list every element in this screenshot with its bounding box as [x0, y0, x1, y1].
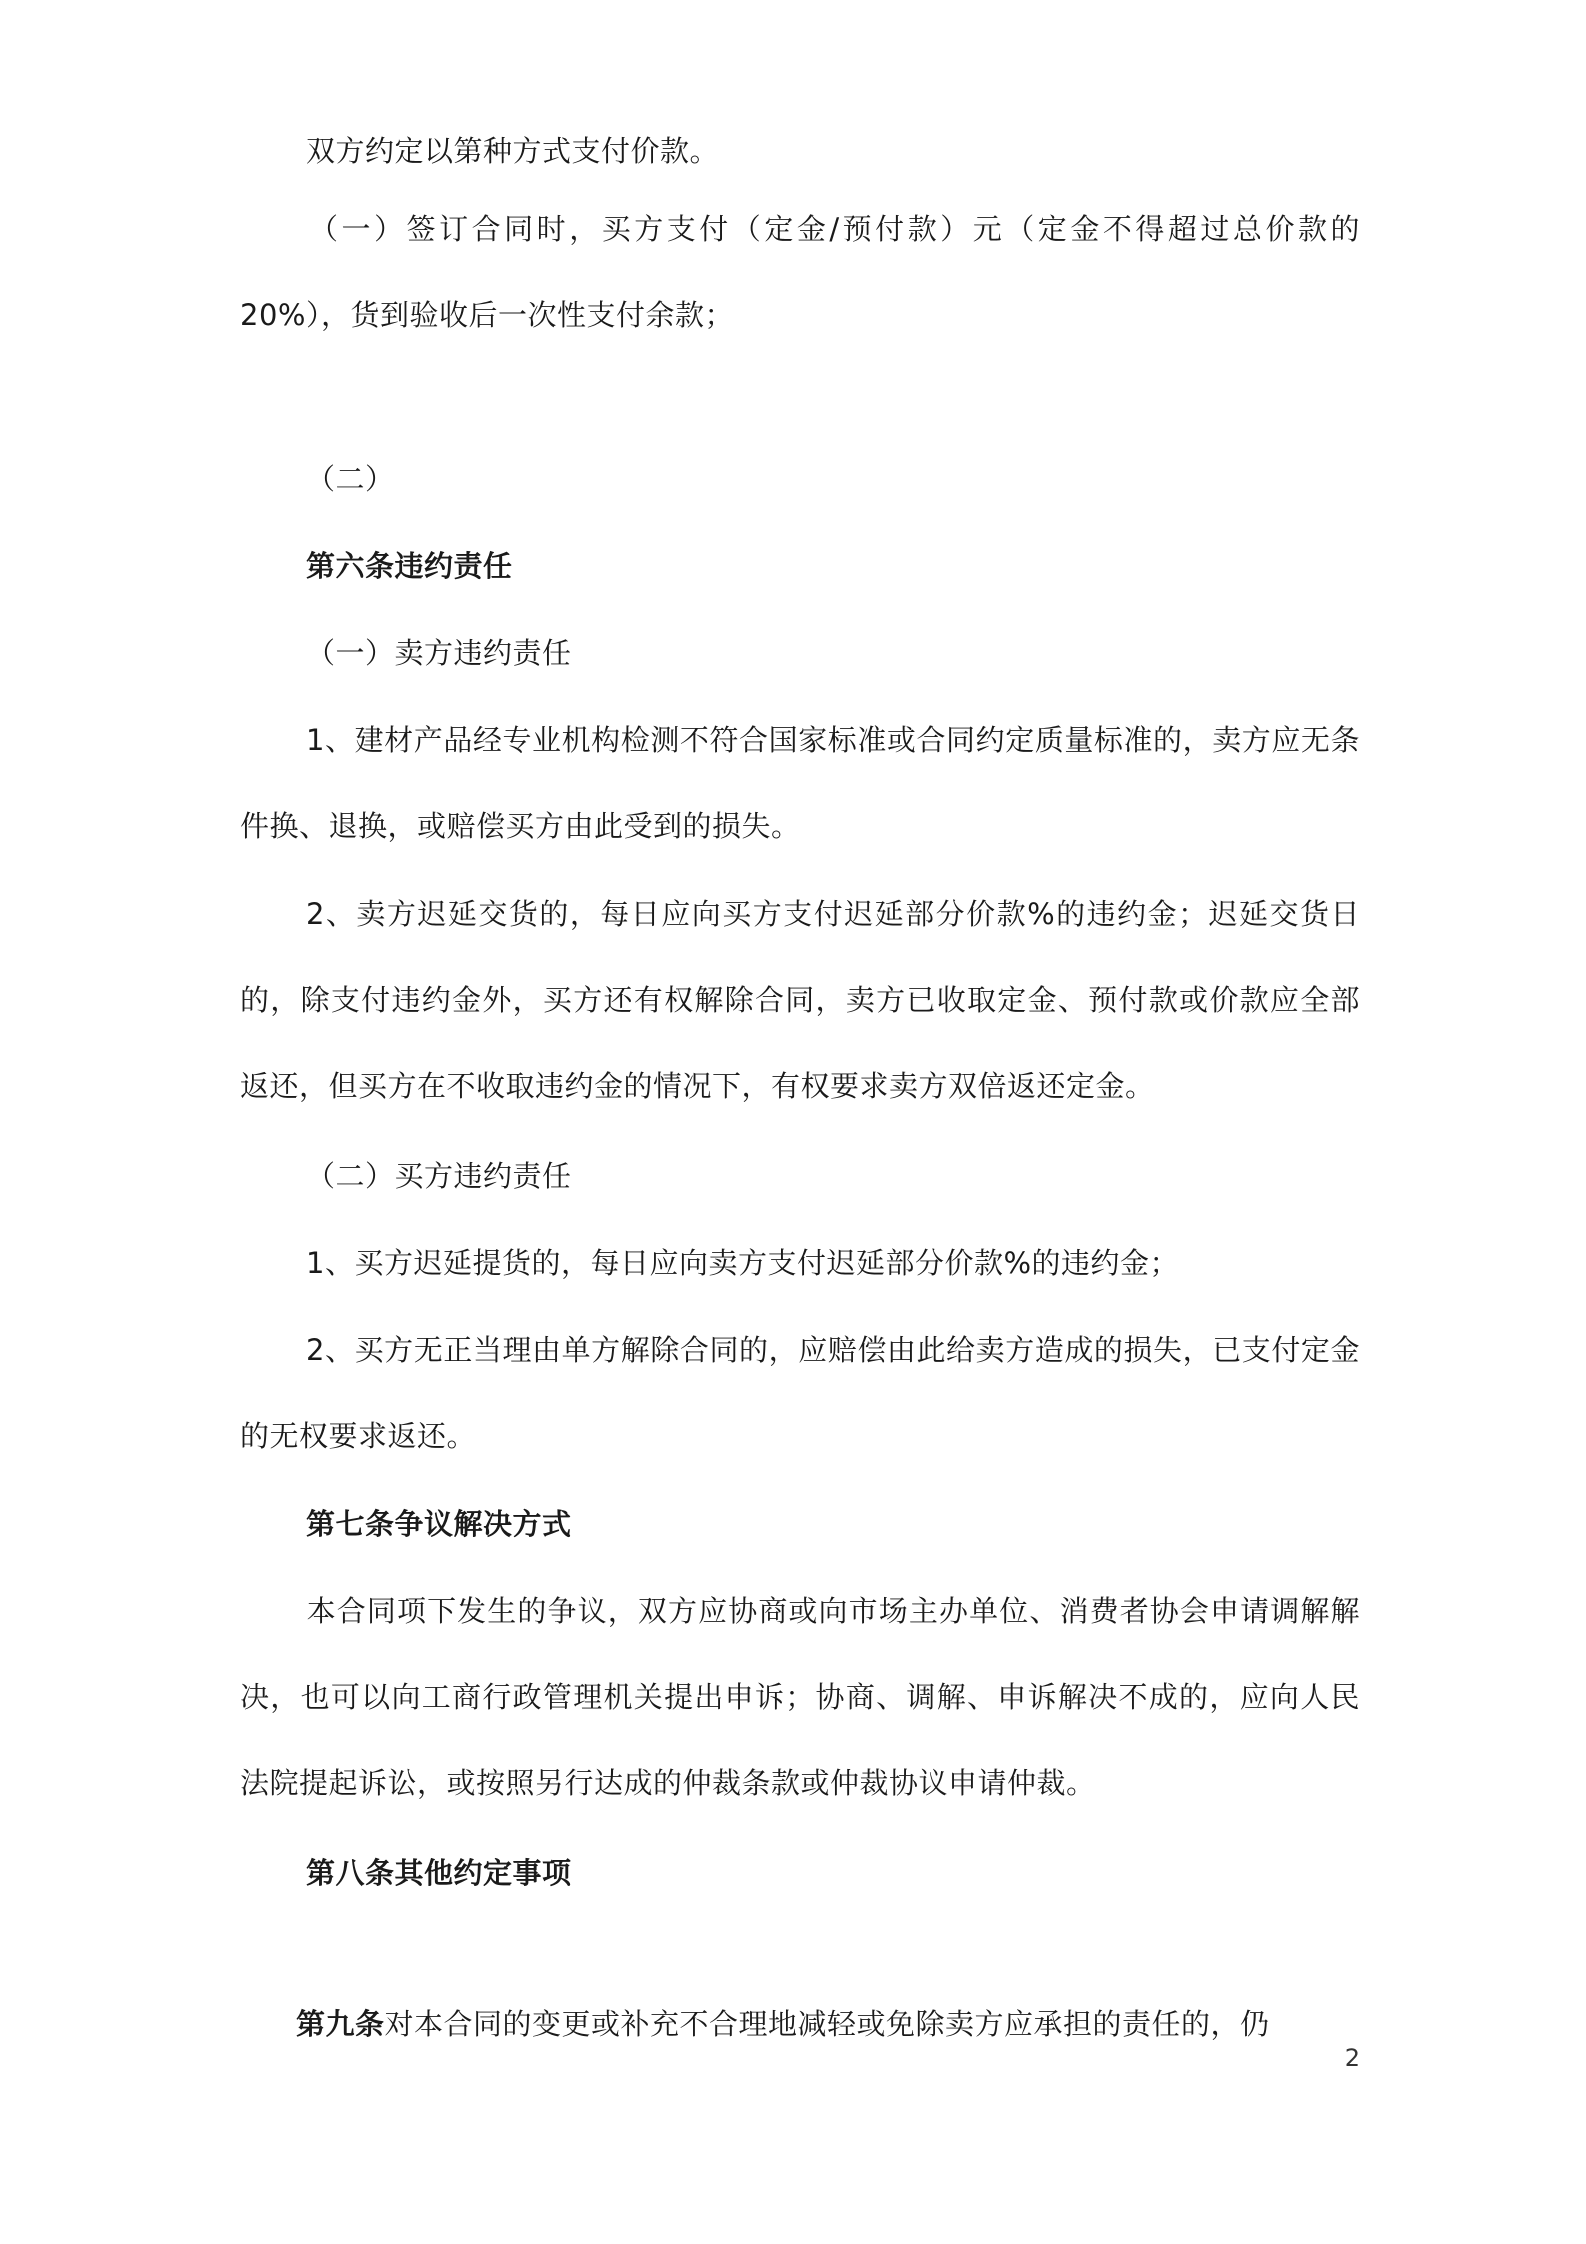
- article-7-heading: 第七条争议解决方式: [306, 1507, 572, 1541]
- article-9-body: 对本合同的变更或补充不合理地减轻或免除卖方应承担的责任的，仍: [384, 2007, 1270, 2041]
- paragraph-pay-option-2: （二）: [306, 462, 395, 496]
- paragraph-pay-option-1: （一）签订合同时，买方支付（定金/预付款）元（定金不得超过总价款的20%），货到验收后一次性支付余款；: [240, 212, 1360, 332]
- article-6-seller-heading: （一）卖方违约责任: [306, 636, 572, 670]
- article-6-buyer-item-1: 1、买方迟延提货的，每日应向卖方支付迟延部分价款%的违约金；: [306, 1246, 1180, 1280]
- article-6-seller-item-2: 2、卖方迟延交货的，每日应向买方支付迟延部分价款%的违约金；迟延交货日的，除支付违约金外，买方还有权解除合同，卖方已收取定金、预付款或价款应全部返还，但买方在不收取违约金的情况下，有权要求卖方双倍返还定金。: [240, 897, 1360, 1103]
- article-9-lead: 第九条: [296, 2007, 385, 2041]
- article-6-buyer-item-2: 2、买方无正当理由单方解除合同的，应赔偿由此给卖方造成的损失，已支付定金的无权要求返还。: [240, 1333, 1360, 1453]
- article-7-body: 本合同项下发生的争议，双方应协商或向市场主办单位、消费者协会申请调解解决，也可以向工商行政管理机关提出申诉；协商、调解、申诉解决不成的，应向人民法院提起诉讼，或按照另行达成的仲裁条款或仲裁协议申请仲裁。: [240, 1594, 1360, 1800]
- paragraph-pay-method: 双方约定以第种方式支付价款。: [306, 134, 720, 168]
- article-6-seller-item-1: 1、建材产品经专业机构检测不符合国家标准或合同约定质量标准的，卖方应无条件换、退换，或赔偿买方由此受到的损失。: [240, 723, 1360, 843]
- article-6-buyer-heading: （二）买方违约责任: [306, 1159, 572, 1193]
- article-9-paragraph: [240, 1981, 1360, 2067]
- article-6-heading: 第六条违约责任: [306, 549, 513, 583]
- article-8-heading: 第八条其他约定事项: [306, 1856, 572, 1890]
- page-number: 2: [1344, 2044, 1360, 2072]
